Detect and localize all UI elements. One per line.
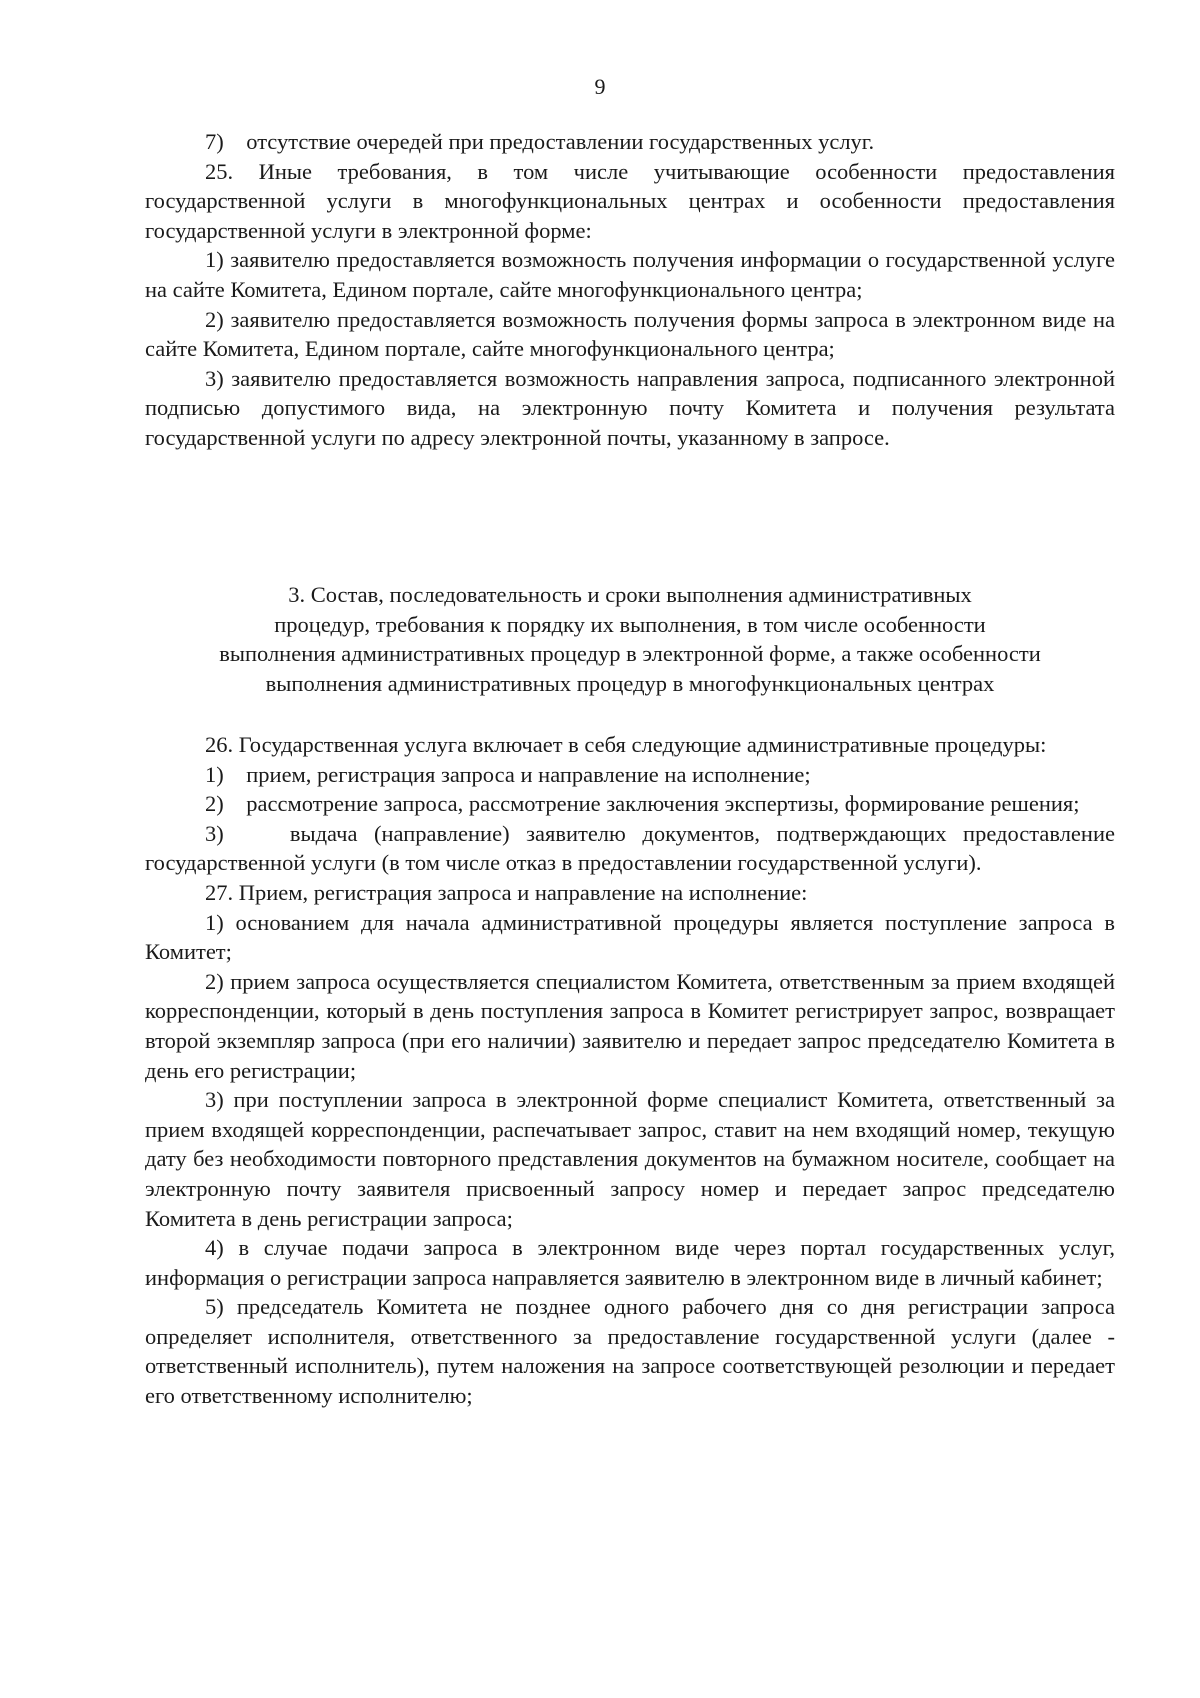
- section-heading-line: выполнения административных процедур в многофункциональных центрах: [265, 670, 995, 696]
- paragraph-26: 26. Государственная услуга включает в себя следующие административные процедуры:: [205, 732, 1047, 757]
- list-item: 1) заявителю предоставляется возможность получения информации о государственной услуге на сайте Комитета, Едином портале, сайте многофункционального центра;: [145, 247, 1115, 302]
- section-heading-line: выполнения административных процедур в электронной форме, а также особенности: [219, 641, 1041, 667]
- section-heading: [145, 580, 1115, 698]
- paragraph-27: 27. Прием, регистрация запроса и направление на исполнение:: [205, 879, 808, 905]
- body-text-top: [145, 127, 1115, 453]
- paragraph-25: 25. Иные требования, в том числе учитывающие особенности предоставления государственной услуги в многофункциональных центрах и особенности предоставления государственной услуги в электронной форме:: [145, 158, 1115, 243]
- section-heading-line: процедур, требования к порядку их выполнения, в том числе особенности: [274, 611, 986, 637]
- body-text-bottom: [145, 730, 1115, 1411]
- list-item: 1) прием, регистрация запроса и направление на исполнение;: [205, 761, 811, 787]
- list-item: 2) прием запроса осуществляется специалистом Комитета, ответственным за прием входящей корреспонденции, который в день поступления запроса в Комитет регистрирует запрос, возвращает второй экземпляр запроса (при его наличии) заявителю и передает запрос председателю Комитета в день его регистрации;: [145, 968, 1115, 1083]
- list-item: 2) заявителю предоставляется возможность получения формы запроса в электронном виде на сайте Комитета, Едином портале, сайте многофункционального центра;: [145, 306, 1115, 362]
- list-item: 3) при поступлении запроса в электронной форме специалист Комитета, ответственный за прием входящей корреспонденции, распечатывает запрос, ставит на нем входящий номер, текущую дату без необходимости повторного представления документов на бумажном носителе, сообщает на электронную почту заявителя присвоенный запросу номер и передает запрос председателю Комитета в день регистрации запроса;: [145, 1087, 1115, 1231]
- list-item: 7) отсутствие очередей при предоставлении государственных услуг.: [205, 129, 875, 154]
- list-item: 5) председатель Комитета не позднее одного рабочего дня со дня регистрации запроса определяет исполнителя, ответственного за предоставление государственной услуги (далее - ответственный исполнитель), путем наложения на запросе соответствующей резолюции и передает его ответственному исполнителю;: [145, 1294, 1115, 1409]
- list-item: 3) выдача (направление) заявителю документов, подтверждающих предоставление государственной услуги (в том числе отказ в предоставлении государственной услуги).: [145, 820, 1115, 876]
- list-item: 2) рассмотрение запроса, рассмотрение заключения экспертизы, формирование решения;: [205, 791, 1080, 817]
- section-heading-line: 3. Состав, последовательность и сроки выполнения административных: [288, 582, 972, 607]
- page-number: 9: [594, 74, 606, 99]
- list-item: 4) в случае подачи запроса в электронном виде через портал государственных услуг, информация о регистрации запроса направляется заявителю в электронном виде в личный кабинет;: [145, 1235, 1115, 1290]
- list-item: 3) заявителю предоставляется возможность направления запроса, подписанного электронной подписью допустимого вида, на электронную почту Комитета и получения результата государственной услуги по адресу электронной почты, указанному в запросе.: [145, 365, 1115, 450]
- list-item: 1) основанием для начала административной процедуры является поступление запроса в Комитет;: [145, 909, 1115, 965]
